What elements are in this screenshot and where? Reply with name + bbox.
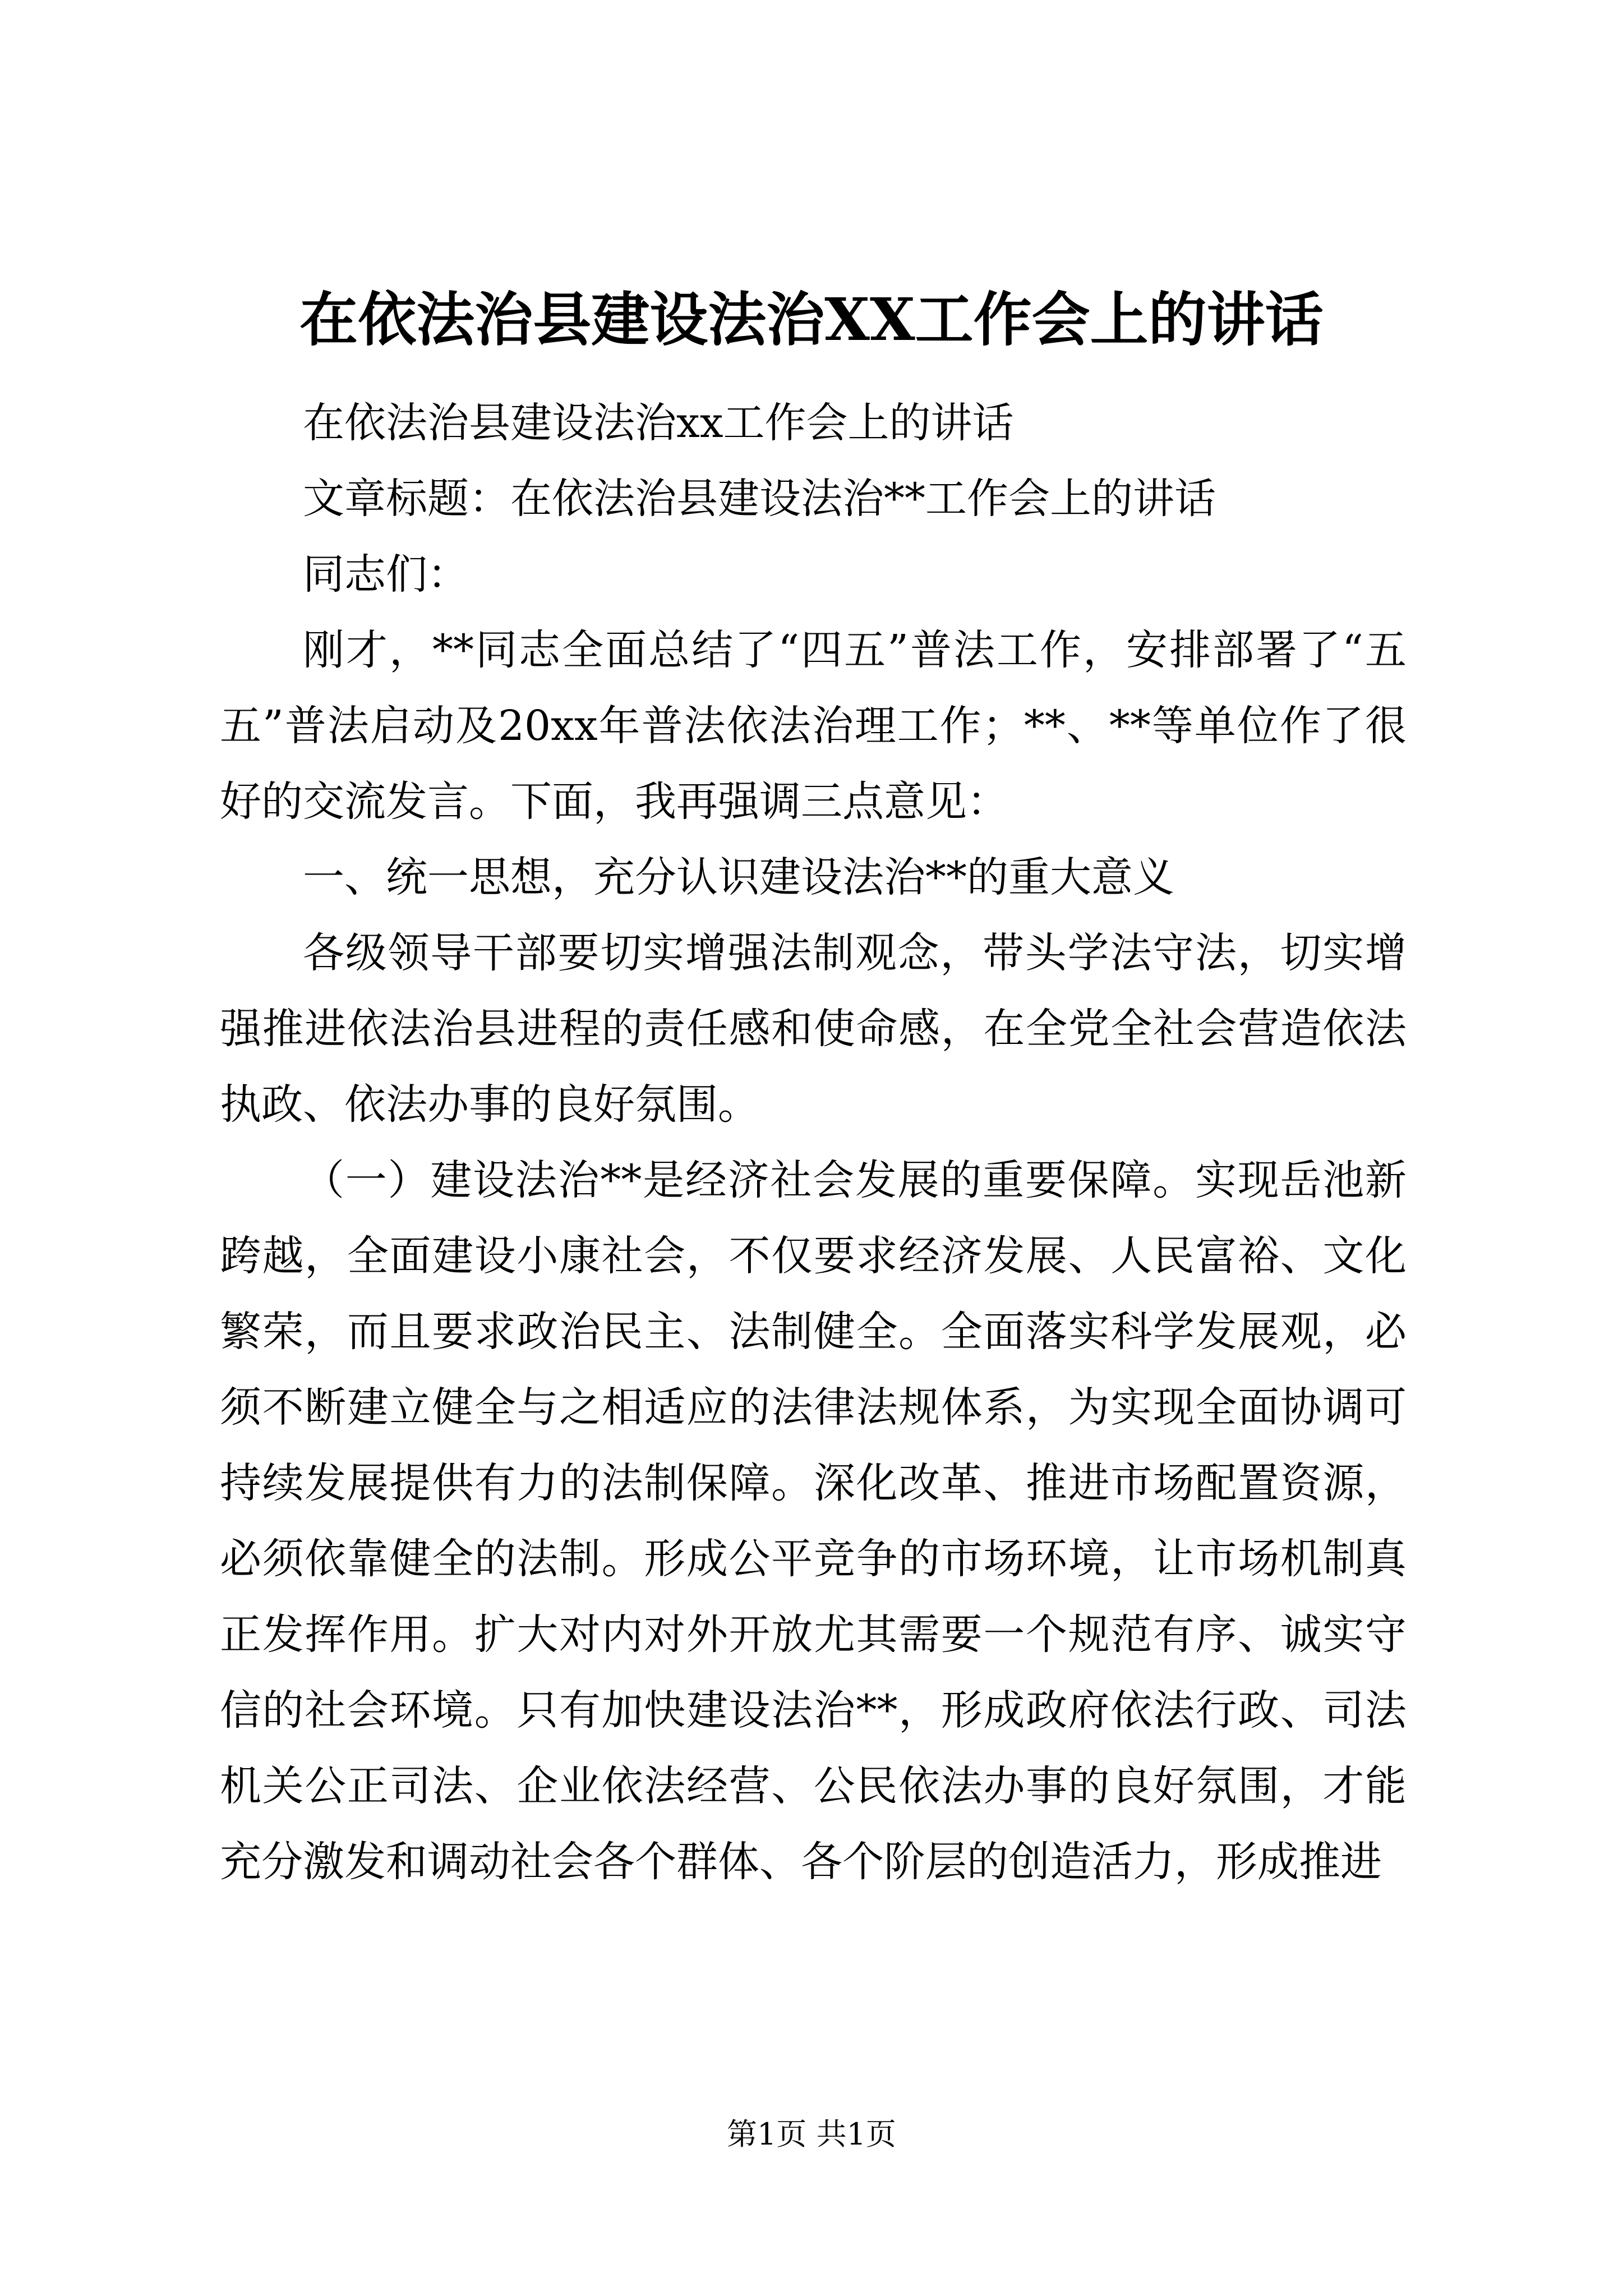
paragraph-salutation: 同志们： <box>303 550 469 599</box>
document-title: 在依法治县建设法治XX工作会上的讲话 <box>299 285 1324 354</box>
page-number-footer: 第1页 共1页 <box>727 2116 896 2152</box>
paragraph-subtitle: 在依法治县建设法治xx工作会上的讲话 <box>303 399 1014 447</box>
paragraph-point-one: （一）建设法治**是经济社会发展的重要保障。实现岳池新跨越，全面建设小康社会，不仅要求经济发展、人民富裕、文化繁荣，而且要求政治民主、法制健全。全面落实科学发展观，必须不断建立健全与之相适应的法律法规体系，为实现全面协调可持续发展提供有力的法制保障。深化改革、推进市场配置资源，必须依靠健全的法制。形成公平竞争的市场环境，让市场机制真正发挥作用。扩大对内对外开放尤其需要一个规范有序、诚实守信的社会环境。只有加快建设法治**，形成政府依法行政、司法机关公正司法、企业依法经营、公民依法办事的良好氛围，才能充分激发和调动社会各个群体、各个阶层的创造活力，形成推进 <box>220 1156 1407 1886</box>
document-body <box>220 385 1407 1900</box>
paragraph-section-heading: 一、统一思想，充分认识建设法治**的重大意义 <box>303 853 1174 901</box>
paragraph-article-title: 文章标题：在依法治县建设法治**工作会上的讲话 <box>303 475 1216 523</box>
paragraph-leaders: 各级领导干部要切实增强法制观念，带头学法守法，切实增强推进依法治县进程的责任感和使命感，在全党全社会营造依法执政、依法办事的良好氛围。 <box>220 929 1407 1129</box>
paragraph-intro: 刚才，**同志全面总结了“四五”普法工作，安排部署了“五五”普法启动及20xx年普法依法治理工作；**、**等单位作了很好的交流发言。下面，我再强调三点意见： <box>220 626 1407 826</box>
